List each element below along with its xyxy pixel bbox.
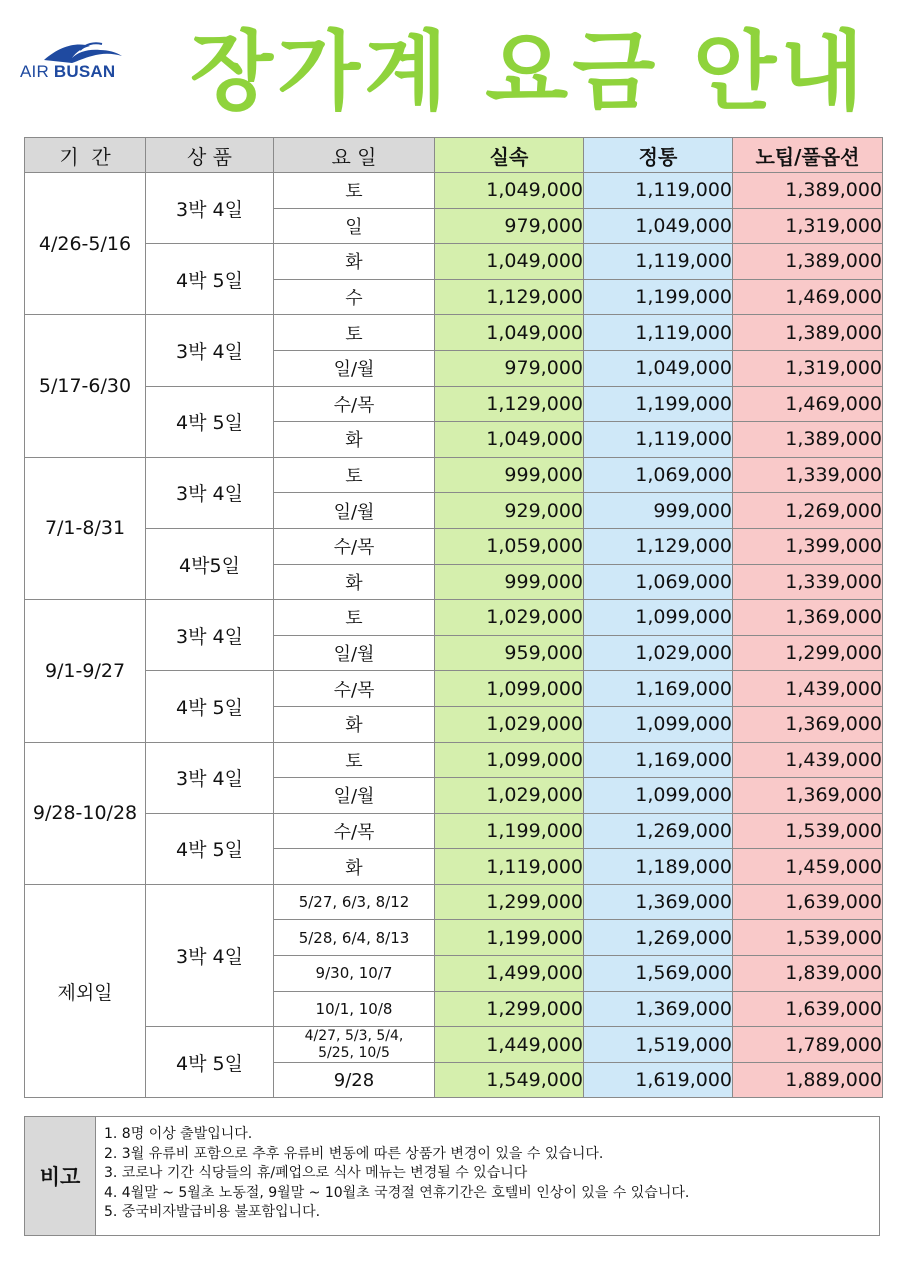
standard-price-cell: 1,129,000	[584, 528, 733, 564]
economy-price-cell: 1,129,000	[435, 279, 584, 315]
day-cell: 수/목	[274, 386, 435, 422]
premium-price-cell: 1,469,000	[733, 279, 883, 315]
product-cell: 4박 5일	[146, 671, 274, 742]
standard-price-cell: 1,099,000	[584, 706, 733, 742]
table-row	[25, 244, 883, 280]
logo-brand-air: AIR	[20, 62, 49, 81]
standard-price-cell: 1,369,000	[584, 884, 733, 920]
economy-price-cell: 1,119,000	[435, 849, 584, 885]
standard-price-cell: 1,569,000	[584, 956, 733, 992]
table-row	[25, 884, 883, 920]
economy-price-cell: 1,029,000	[435, 706, 584, 742]
day-cell: 토	[274, 457, 435, 493]
premium-price-cell: 1,539,000	[733, 920, 883, 956]
day-cell: 화	[274, 706, 435, 742]
page-title: 장가계 요금 안내	[190, 22, 868, 122]
day-cell: 토	[274, 315, 435, 351]
economy-price-cell: 1,199,000	[435, 920, 584, 956]
economy-price-cell: 1,049,000	[435, 315, 584, 351]
product-cell: 3박 4일	[146, 457, 274, 528]
day-cell: 수/목	[274, 528, 435, 564]
premium-price-cell: 1,389,000	[733, 173, 883, 209]
day-cell: 일	[274, 208, 435, 244]
economy-price-cell: 979,000	[435, 350, 584, 386]
economy-price-cell: 929,000	[435, 493, 584, 529]
day-cell: 5/27, 6/3, 8/12	[274, 884, 435, 920]
economy-price-cell: 1,029,000	[435, 600, 584, 636]
note-line: 3. 코로나 기간 식당들의 휴/폐업으로 식사 메뉴는 변경될 수 있습니다	[104, 1165, 528, 1181]
day-cell: 화	[274, 564, 435, 600]
economy-price-cell: 1,049,000	[435, 422, 584, 458]
economy-price-cell: 1,049,000	[435, 173, 584, 209]
product-cell: 3박 4일	[146, 173, 274, 244]
day-cell: 9/28	[274, 1062, 435, 1098]
standard-price-cell: 1,169,000	[584, 742, 733, 778]
day-cell: 수	[274, 279, 435, 315]
day-cell: 일/월	[274, 635, 435, 671]
notes-box	[24, 1116, 880, 1236]
economy-price-cell: 999,000	[435, 457, 584, 493]
premium-price-cell: 1,389,000	[733, 422, 883, 458]
premium-price-cell: 1,339,000	[733, 457, 883, 493]
header-standard: 정통	[584, 138, 733, 173]
economy-price-cell: 959,000	[435, 635, 584, 671]
logo-text	[20, 62, 115, 82]
standard-price-cell: 1,619,000	[584, 1062, 733, 1098]
standard-price-cell: 1,049,000	[584, 350, 733, 386]
standard-price-cell: 1,369,000	[584, 991, 733, 1027]
table-header-row	[25, 138, 883, 173]
day-cell: 10/1, 10/8	[274, 991, 435, 1027]
product-cell: 3박 4일	[146, 315, 274, 386]
day-cell: 일/월	[274, 493, 435, 529]
bird-logo-icon	[42, 40, 124, 64]
fare-table-body	[25, 173, 883, 1098]
table-row	[25, 742, 883, 778]
economy-price-cell: 1,099,000	[435, 671, 584, 707]
premium-price-cell: 1,839,000	[733, 956, 883, 992]
table-row	[25, 315, 883, 351]
economy-price-cell: 1,549,000	[435, 1062, 584, 1098]
day-cell: 화	[274, 244, 435, 280]
premium-price-cell: 1,789,000	[733, 1027, 883, 1063]
economy-price-cell: 1,449,000	[435, 1027, 584, 1063]
period-cell: 4/26-5/16	[25, 173, 146, 315]
day-cell: 5/28, 6/4, 8/13	[274, 920, 435, 956]
logo-brand-busan: BUSAN	[53, 62, 116, 81]
header-economy: 실속	[435, 138, 584, 173]
product-cell: 4박 5일	[146, 244, 274, 315]
fare-table	[24, 137, 883, 1098]
standard-price-cell: 1,199,000	[584, 279, 733, 315]
standard-price-cell: 1,269,000	[584, 813, 733, 849]
notes-list	[96, 1117, 879, 1235]
standard-price-cell: 1,119,000	[584, 244, 733, 280]
premium-price-cell: 1,319,000	[733, 208, 883, 244]
note-line: 1. 8명 이상 출발입니다.	[104, 1126, 253, 1142]
premium-price-cell: 1,539,000	[733, 813, 883, 849]
air-busan-logo	[20, 40, 132, 86]
standard-price-cell: 1,199,000	[584, 386, 733, 422]
standard-price-cell: 1,029,000	[584, 635, 733, 671]
period-cell: 제외일	[25, 884, 146, 1098]
product-cell: 4박5일	[146, 528, 274, 599]
period-cell: 9/1-9/27	[25, 600, 146, 742]
day-cell: 수/목	[274, 671, 435, 707]
premium-price-cell: 1,389,000	[733, 315, 883, 351]
economy-price-cell: 1,129,000	[435, 386, 584, 422]
header-day: 요 일	[274, 138, 435, 173]
premium-price-cell: 1,639,000	[733, 991, 883, 1027]
standard-price-cell: 1,069,000	[584, 564, 733, 600]
note-line: 5. 중국비자발급비용 불포함입니다.	[104, 1204, 321, 1220]
economy-price-cell: 1,059,000	[435, 528, 584, 564]
standard-price-cell: 1,189,000	[584, 849, 733, 885]
economy-price-cell: 1,029,000	[435, 778, 584, 814]
standard-price-cell: 1,119,000	[584, 315, 733, 351]
premium-price-cell: 1,459,000	[733, 849, 883, 885]
standard-price-cell: 1,119,000	[584, 422, 733, 458]
header-product: 상 품	[146, 138, 274, 173]
period-cell: 7/1-8/31	[25, 457, 146, 599]
standard-price-cell: 1,169,000	[584, 671, 733, 707]
premium-price-cell: 1,319,000	[733, 350, 883, 386]
premium-price-cell: 1,639,000	[733, 884, 883, 920]
table-row	[25, 386, 883, 422]
header-premium: 노팁/풀옵션	[733, 138, 883, 173]
premium-price-cell: 1,369,000	[733, 778, 883, 814]
economy-price-cell: 1,199,000	[435, 813, 584, 849]
day-cell: 수/목	[274, 813, 435, 849]
day-cell: 일/월	[274, 778, 435, 814]
premium-price-cell: 1,889,000	[733, 1062, 883, 1098]
period-cell: 9/28-10/28	[25, 742, 146, 884]
day-cell: 토	[274, 742, 435, 778]
premium-price-cell: 1,339,000	[733, 564, 883, 600]
product-cell: 4박 5일	[146, 386, 274, 457]
table-row	[25, 457, 883, 493]
period-cell: 5/17-6/30	[25, 315, 146, 457]
economy-price-cell: 1,499,000	[435, 956, 584, 992]
economy-price-cell: 999,000	[435, 564, 584, 600]
standard-price-cell: 1,519,000	[584, 1027, 733, 1063]
standard-price-cell: 1,119,000	[584, 173, 733, 209]
table-row	[25, 671, 883, 707]
premium-price-cell: 1,439,000	[733, 671, 883, 707]
day-cell: 일/월	[274, 350, 435, 386]
economy-price-cell: 1,049,000	[435, 244, 584, 280]
economy-price-cell: 979,000	[435, 208, 584, 244]
day-cell: 화	[274, 849, 435, 885]
premium-price-cell: 1,399,000	[733, 528, 883, 564]
standard-price-cell: 1,099,000	[584, 600, 733, 636]
table-row	[25, 173, 883, 209]
table-row	[25, 1027, 883, 1063]
product-cell: 3박 4일	[146, 742, 274, 813]
standard-price-cell: 999,000	[584, 493, 733, 529]
premium-price-cell: 1,269,000	[733, 493, 883, 529]
table-row	[25, 528, 883, 564]
standard-price-cell: 1,069,000	[584, 457, 733, 493]
standard-price-cell: 1,099,000	[584, 778, 733, 814]
economy-price-cell: 1,299,000	[435, 991, 584, 1027]
note-line: 2. 3월 유류비 포함으로 추후 유류비 변동에 따른 상품가 변경이 있을 수 있습니다.	[104, 1145, 604, 1162]
economy-price-cell: 1,099,000	[435, 742, 584, 778]
standard-price-cell: 1,269,000	[584, 920, 733, 956]
premium-price-cell: 1,469,000	[733, 386, 883, 422]
header-period: 기 간	[25, 138, 146, 173]
premium-price-cell: 1,299,000	[733, 635, 883, 671]
day-cell: 토	[274, 600, 435, 636]
day-cell: 9/30, 10/7	[274, 956, 435, 992]
premium-price-cell: 1,389,000	[733, 244, 883, 280]
table-row	[25, 600, 883, 636]
note-line: 4. 4월말 ~ 5월초 노동절, 9월말 ~ 10월초 국경절 연휴기간은 호텔비 인상이 있을 수 있습니다.	[104, 1184, 690, 1201]
day-cell: 4/27, 5/3, 5/4, 5/25, 10/5	[274, 1027, 435, 1063]
notes-label: 비고	[25, 1117, 96, 1235]
product-cell: 3박 4일	[146, 600, 274, 671]
product-cell: 3박 4일	[146, 884, 274, 1026]
product-cell: 4박 5일	[146, 813, 274, 884]
premium-price-cell: 1,439,000	[733, 742, 883, 778]
premium-price-cell: 1,369,000	[733, 600, 883, 636]
day-cell: 토	[274, 173, 435, 209]
product-cell: 4박 5일	[146, 1027, 274, 1098]
economy-price-cell: 1,299,000	[435, 884, 584, 920]
table-row	[25, 813, 883, 849]
standard-price-cell: 1,049,000	[584, 208, 733, 244]
premium-price-cell: 1,369,000	[733, 706, 883, 742]
day-cell: 화	[274, 422, 435, 458]
